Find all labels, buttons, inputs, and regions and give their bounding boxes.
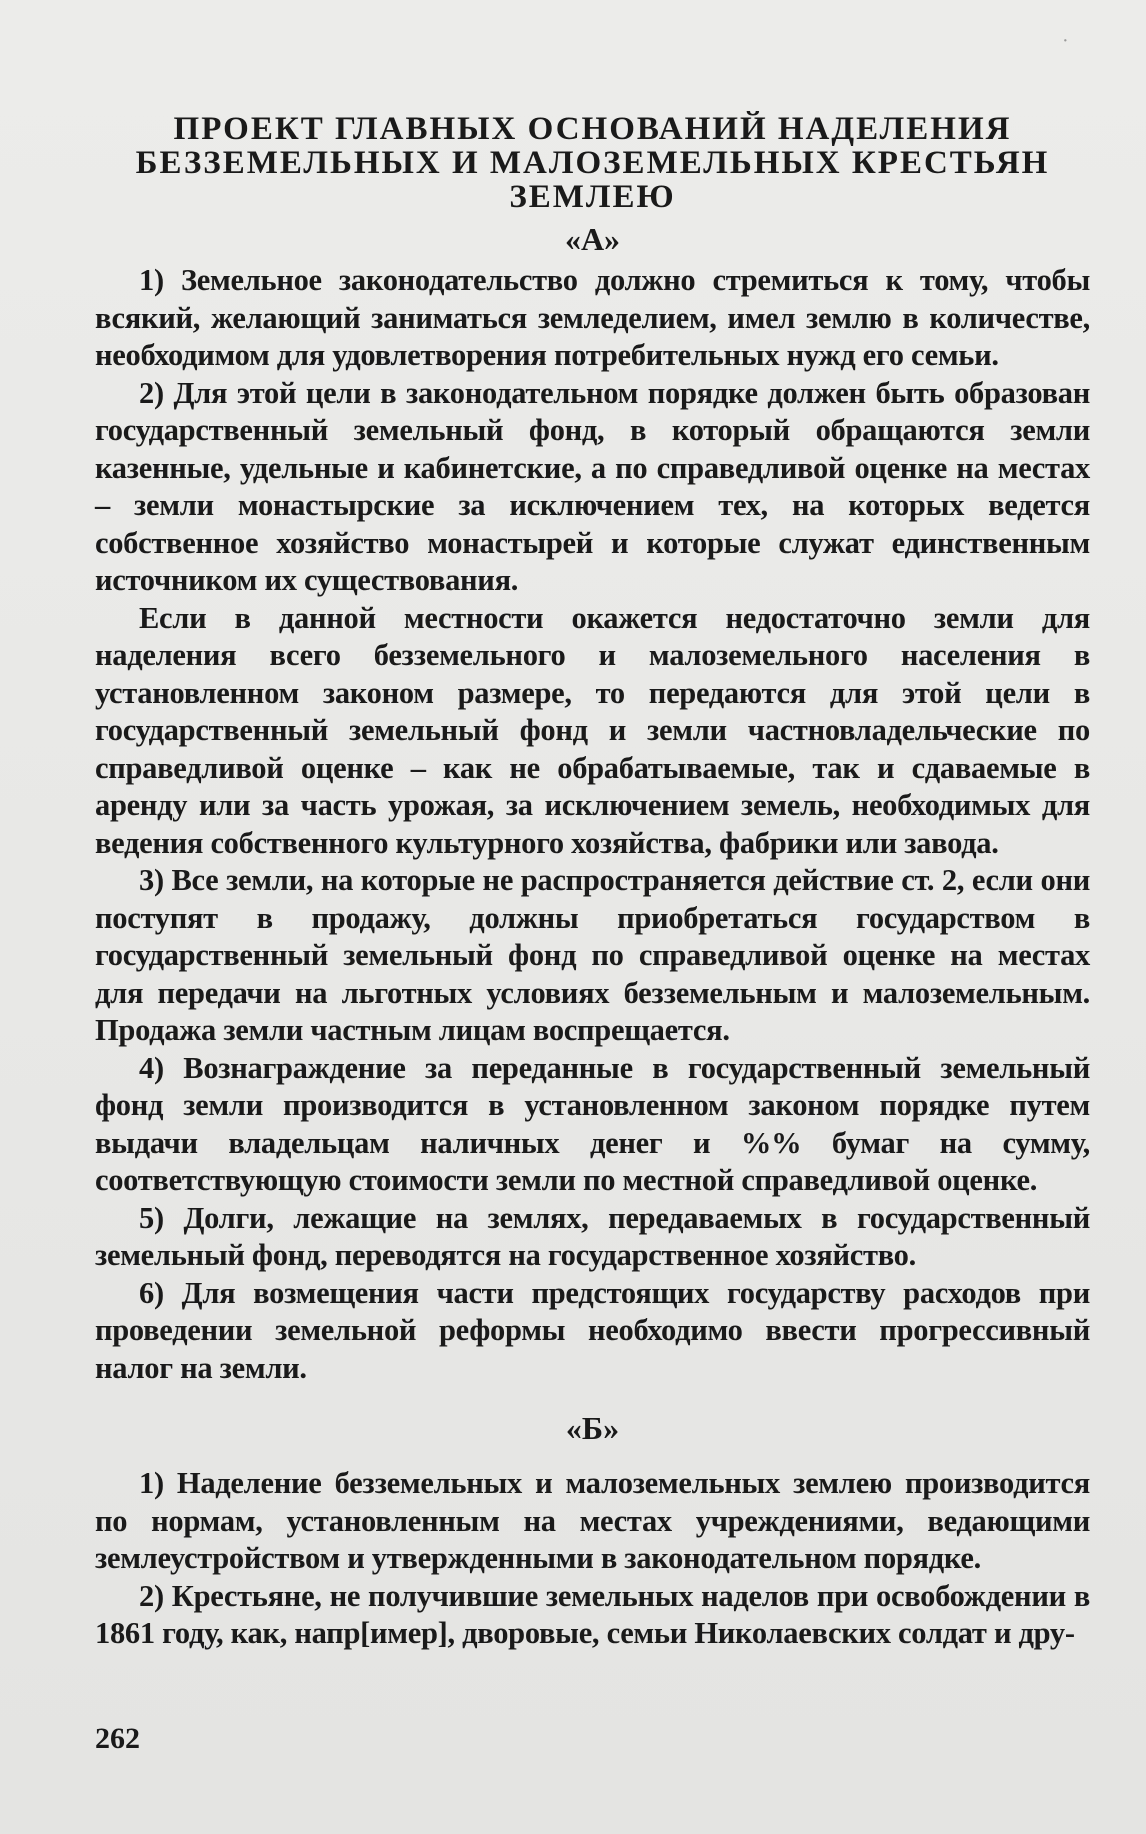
paragraph: 1) Земельное законодательство должно стремиться к тому, чтобы всякий, желающий заниматься земледелием, имел землю в количестве, необходимом для удовлетворения потребительных нужд его семьи. — [95, 263, 1090, 372]
paragraph: 5) Долги, лежащие на землях, передаваемых в государственный земельный фонд, переводятся на государственное хозяйство. — [95, 1200, 1090, 1272]
title-line: ЗЕМЛЕЮ — [509, 179, 676, 215]
paragraph: 2) Для этой цели в законодательном порядке должен быть образован государственный земельный фонд, в который обращаются земли казенные, удельные и кабинетские, а по справедливой оценке на местах – земли монастырские за исключением тех, на которых ведется собственное хозяйство монастырей и которые служат единственным источником их существования. — [95, 375, 1090, 597]
paragraph: 2) Крестьяне, не получившие земельных наделов при освобождении в 1861 году, как, напр[имер], дворовые, семьи Николаевских солдат и дру- — [95, 1578, 1090, 1650]
paragraph: 3) Все земли, на которые не распространяется действие ст. 2, если они поступят в продажу, должны приобретаться государством в государственный земельный фонд по справедливой оценке на местах для передачи на льготных условиях безземельным и малоземельным. Продажа земли частным лицам воспрещается. — [95, 863, 1090, 1047]
paragraph: 6) Для возмещения части предстоящих государству расходов при проведении земельной реформы необходимо ввести прогрессивный налог на земли. — [95, 1275, 1090, 1385]
paragraph: 1) Наделение безземельных и малоземельных землею производится по нормам, установленным на местах учреждениями, ведающими землеустройством и утвержденными в законодательном порядке. — [95, 1466, 1090, 1575]
document-body — [95, 112, 1090, 1653]
paragraph: 4) Вознаграждение за переданные в государственный земельный фонд земли производится в установленном законом порядке путем выдачи владельцам наличных денег и %% бумаг на сумму, соответствующую стоимости земли по местной справедливой оценке. — [95, 1050, 1090, 1197]
document-title — [95, 112, 1090, 214]
title-line: ПРОЕКТ ГЛАВНЫХ ОСНОВАНИЙ НАДЕЛЕНИЯ — [173, 111, 1012, 147]
section-heading-a: «А» — [564, 221, 621, 257]
page-number: 262 — [95, 1722, 140, 1755]
section-heading-b: «Б» — [565, 1410, 620, 1446]
scan-mark: · — [1062, 30, 1069, 52]
paragraph: Если в данной местности окажется недостаточно земли для наделения всего безземельного и малоземельного населения в установленном законом размере, то передаются для этой цели в государственный земельный фонд и земли частновладельческие по справедливой оценке – как не обрабатываемые, так и сдаваемые в аренду или за часть урожая, за исключением земель, необходимых для ведения собственного культурного хозяйства, фабрики или завода. — [95, 600, 1090, 860]
title-line: БЕЗЗЕМЕЛЬНЫХ И МАЛОЗЕМЕЛЬНЫХ КРЕСТЬЯН — [135, 145, 1050, 181]
